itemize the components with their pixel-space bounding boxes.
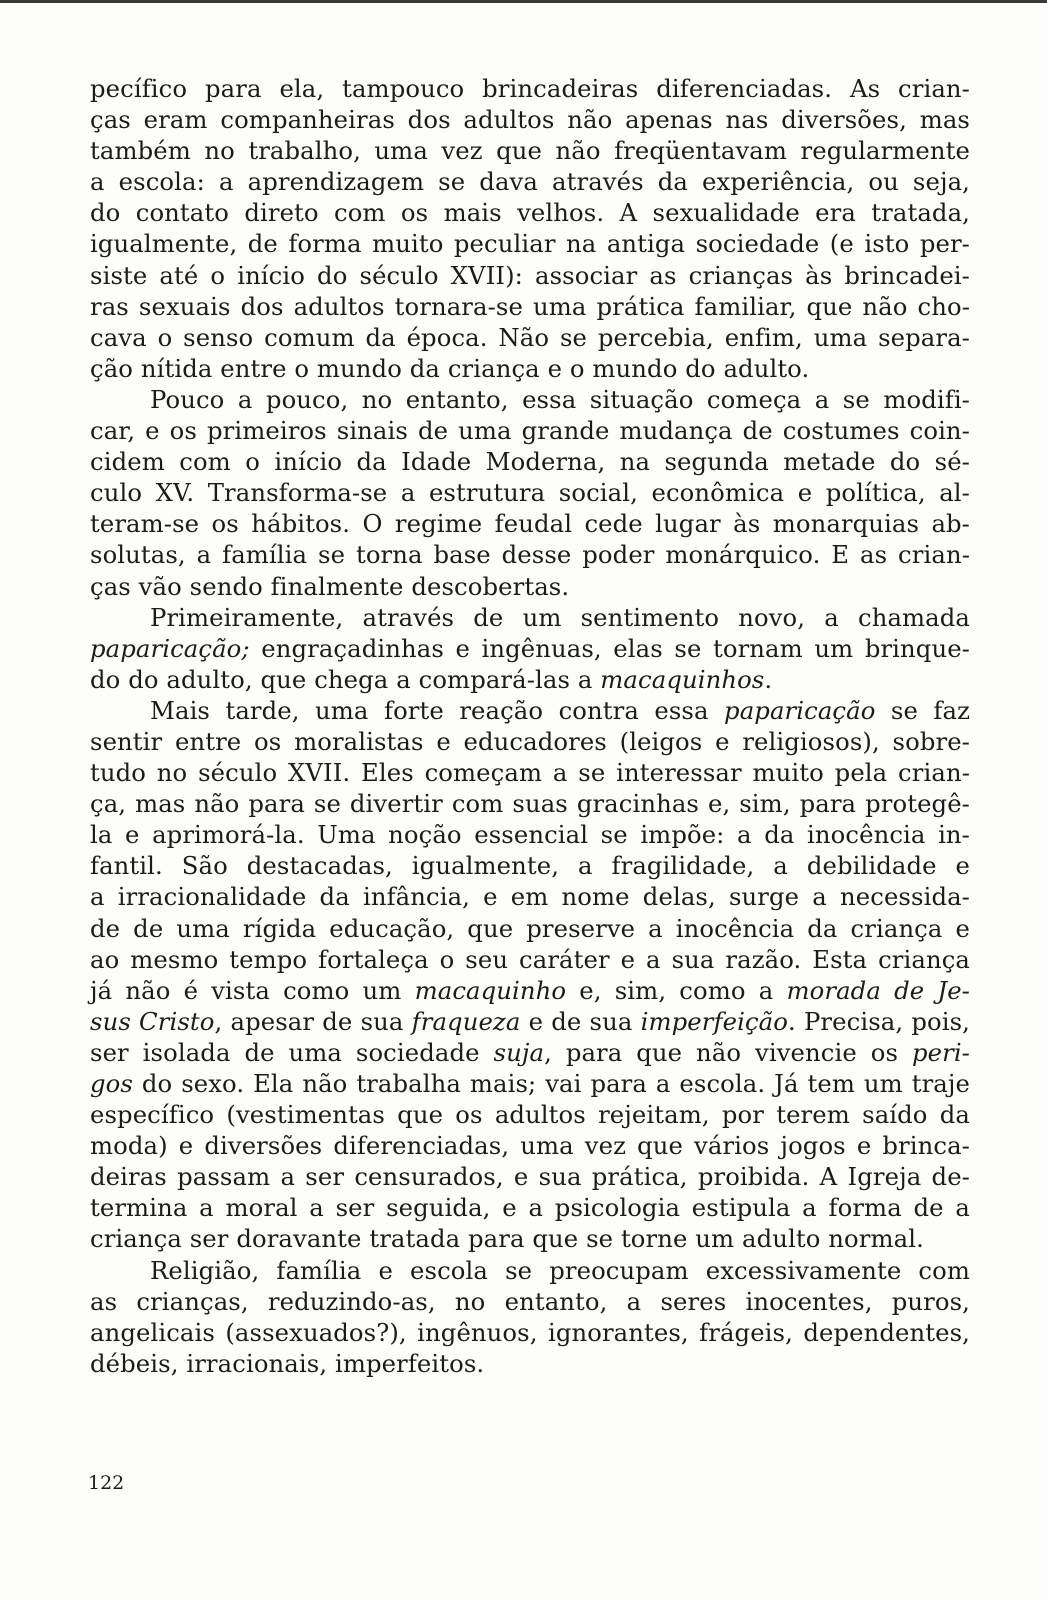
text-segment: moda) e diversões diferenciadas, uma vez que vários jogos e brinca- [90, 1131, 970, 1161]
italic-text: macaquinhos [600, 664, 765, 694]
text-line [90, 446, 970, 477]
text-segment: siste até o início do século XVII): associar as crianças às brincadei- [90, 260, 970, 290]
text-segment: deiras passam a ser censurados, e sua prática, proibida. A Igreja de- [90, 1162, 970, 1192]
text-segment: ção nítida entre o mundo da criança e o mundo do adulto. [90, 353, 810, 383]
text-segment: do do adulto, que chega a compará-las a [90, 664, 601, 694]
italic-text: paparicação; [90, 633, 250, 663]
text-segment: cidem com o início da Idade Moderna, na segunda metade do sé- [90, 447, 970, 477]
text-line [90, 944, 970, 975]
text-line [90, 1192, 970, 1223]
text-segment: engraçadinhas e ingênuas, elas se tornam um brinque- [249, 633, 970, 663]
text-segment: ras sexuais dos adultos tornara-se uma prática familiar, que não cho- [90, 291, 970, 321]
text-line [90, 695, 970, 726]
text-segment: a irracionalidade da infância, e em nome delas, surge a necessida- [90, 882, 970, 912]
text-line [90, 1006, 970, 1037]
text-line [90, 1037, 970, 1068]
top-scan-border [0, 0, 1047, 3]
text-line [90, 757, 970, 788]
text-line [90, 415, 970, 446]
text-segment: la e aprimorá-la. Uma noção essencial se impõe: a da inocência in- [90, 820, 970, 850]
text-segment: ças eram companheiras dos adultos não apenas nas diversões, mas [90, 105, 970, 135]
italic-text: morada de Je- [786, 975, 970, 1005]
text-segment: . [764, 664, 773, 694]
text-segment: , apesar de sua [214, 1006, 412, 1036]
text-segment: igualmente, de forma muito peculiar na antiga sociedade (e isto per- [90, 229, 970, 259]
text-segment: ao mesmo tempo fortaleça o seu caráter e a sua razão. Esta criança [90, 944, 970, 974]
text-line [90, 104, 970, 135]
text-line [90, 1130, 970, 1161]
italic-text: sus Cristo [90, 1006, 215, 1036]
text-segment: Religião, família e escola se preocupam excessivamente com [150, 1255, 970, 1285]
text-line [90, 166, 970, 197]
text-line [90, 633, 970, 664]
text-segment: car, e os primeiros sinais de uma grande mudança de costumes coin- [90, 416, 970, 446]
text-segment: e, sim, como a [566, 975, 787, 1005]
text-line [90, 73, 970, 104]
text-line [90, 539, 970, 570]
italic-text: paparicação [724, 695, 876, 725]
text-line [90, 322, 970, 353]
text-segment: também no trabalho, uma vez que não freqüentavam regularmente [90, 136, 970, 166]
text-segment: , para que não vivencie os [544, 1037, 912, 1067]
text-segment: teram-se os hábitos. O regime feudal cede lugar às monarquias ab- [90, 509, 970, 539]
text-line [90, 602, 970, 633]
text-segment: Mais tarde, uma forte reação contra essa [150, 695, 725, 725]
text-segment: Primeiramente, através de um sentimento novo, a chamada [150, 602, 970, 632]
text-line [90, 260, 970, 291]
text-line [90, 850, 970, 881]
text-segment: pecífico para ela, tampouco brincadeiras diferenciadas. As crian- [90, 74, 970, 103]
text-segment: sentir entre os moralistas e educadores (leigos e religiosos), sobre- [90, 726, 970, 756]
italic-text: macaquinho [414, 975, 567, 1005]
text-line [90, 664, 970, 695]
text-segment: do sexo. Ela não trabalha mais; vai para a escola. Já tem um traje [132, 1069, 970, 1098]
italic-text: fraqueza [411, 1006, 521, 1036]
text-line [90, 135, 970, 166]
text-segment: Pouco a pouco, no entanto, essa situação começa a se modifi- [150, 384, 970, 414]
text-line [90, 1099, 970, 1130]
page-number: 122 [88, 1472, 125, 1494]
text-line [90, 1161, 970, 1192]
text-line [90, 1348, 970, 1379]
text-segment: ças vão sendo finalmente descobertas. [90, 571, 570, 601]
text-line [90, 975, 970, 1006]
text-segment: culo XV. Transforma-se a estrutura social, econômica e política, al- [90, 478, 970, 508]
text-segment: termina a moral a ser seguida, e a psicologia estipula a forma de a [90, 1193, 970, 1223]
text-segment: cava o senso comum da época. Não se percebia, enfim, uma separa- [90, 322, 970, 352]
text-segment: fantil. São destacadas, igualmente, a fragilidade, a debilidade e [90, 851, 970, 881]
text-segment: débeis, irracionais, imperfeitos. [90, 1348, 485, 1378]
text-segment: do contato direto com os mais velhos. A sexualidade era tratada, [90, 198, 970, 228]
text-segment: as crianças, reduzindo-as, no entanto, a seres inocentes, puros, [90, 1286, 970, 1316]
text-line [90, 1255, 970, 1286]
text-segment: e de sua [520, 1006, 641, 1036]
text-segment: ça, mas não para se divertir com suas gracinhas e, sim, para protegê- [90, 789, 970, 819]
text-line [90, 1317, 970, 1348]
text-line [90, 1223, 970, 1254]
text-segment: angelicais (assexuados?), ingênuos, ignorantes, frágeis, dependentes, [90, 1317, 970, 1347]
text-line [90, 1286, 970, 1317]
text-line [90, 819, 970, 850]
text-line [90, 228, 970, 259]
body-text [90, 73, 970, 1379]
text-line [90, 508, 970, 539]
text-segment: já não é vista como um [90, 975, 415, 1005]
text-line [90, 353, 970, 384]
text-line [90, 384, 970, 415]
text-segment: tudo no século XVII. Eles começam a se interessar muito pela crian- [90, 758, 970, 788]
text-line [90, 477, 970, 508]
text-line [90, 788, 970, 819]
text-line [90, 291, 970, 322]
text-segment: se faz [875, 695, 970, 725]
text-segment: a escola: a aprendizagem se dava através da experiência, ou seja, [90, 167, 970, 197]
text-line [90, 913, 970, 944]
italic-text: peri- [911, 1037, 970, 1067]
text-segment: de de uma rígida educação, que preserve a inocência da criança e [90, 913, 970, 943]
text-line [90, 881, 970, 912]
text-line [90, 1068, 970, 1099]
text-line [90, 197, 970, 228]
text-segment: ser isolada de uma sociedade [90, 1037, 494, 1067]
text-segment: . Precisa, pois, [787, 1006, 970, 1036]
italic-text: gos [90, 1069, 133, 1098]
text-segment: criança ser doravante tratada para que se torne um adulto normal. [90, 1224, 924, 1254]
text-line [90, 726, 970, 757]
text-line [90, 571, 970, 602]
text-segment: específico (vestimentas que os adultos rejeitam, por terem saído da [90, 1100, 970, 1130]
italic-text: suja [493, 1037, 545, 1067]
text-segment: solutas, a família se torna base desse poder monárquico. E as crian- [90, 540, 970, 570]
italic-text: imperfeição [640, 1006, 788, 1036]
